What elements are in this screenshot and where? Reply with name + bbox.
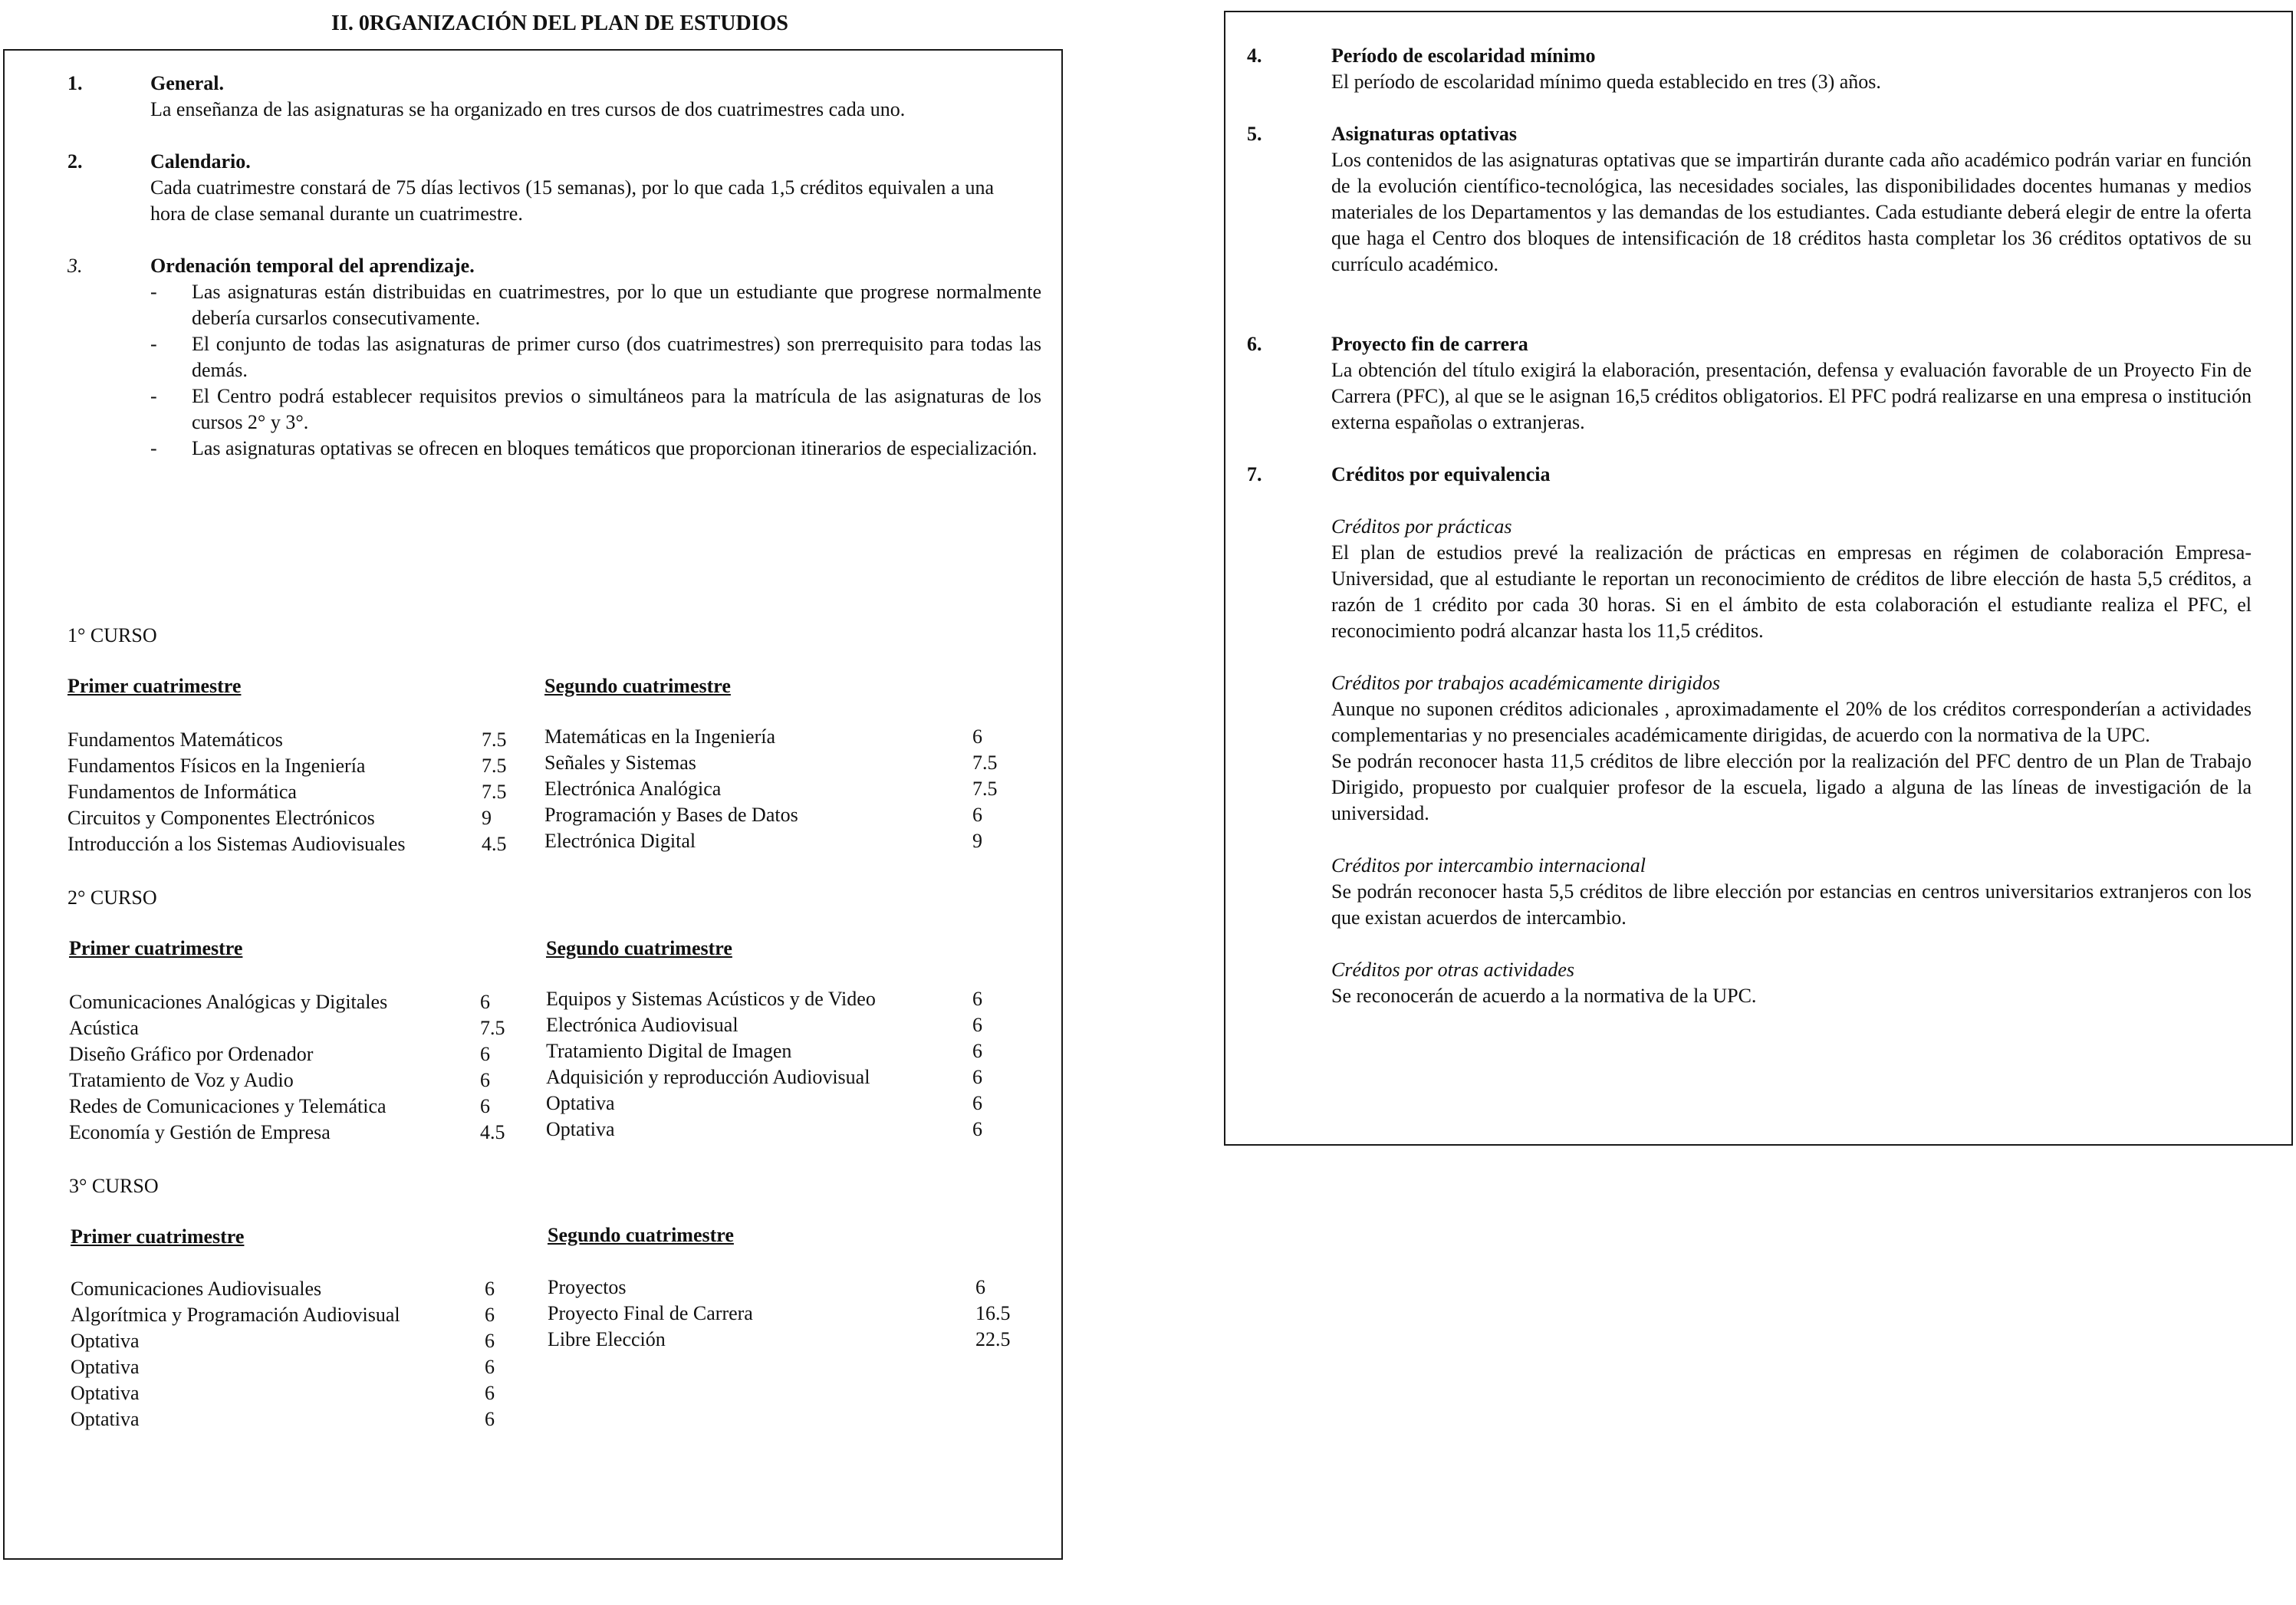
left-panel [3,49,1063,1560]
subsection-text: Se reconocerán de acuerdo a la normativa de la UPC. [1331,985,1757,1007]
list-item: Circuitos y Componentes Electrónicos 9 [67,807,492,829]
list-item: Comunicaciones Audiovisuales 6 [71,1278,495,1300]
list-item: Optativa 6 [71,1408,495,1430]
subsection-practicas [1331,514,2252,644]
section-number: 1. [67,72,83,94]
list-item: Algorítmica y Programación Audiovisual 6 [71,1304,495,1326]
list-item: Equipos y Sistemas Acústicos y de Video 6 [546,988,982,1010]
second-term-heading: Segundo cuatrimestre [544,675,731,697]
list-item: - El conjunto de todas las asignaturas de primer curso (dos cuatrimestres) son prerrequisito para todas las demás. [150,331,1041,383]
list-item: Introducción a los Sistemas Audiovisuales 4.5 [67,833,507,855]
list-item: Proyecto Final de Carrera 16.5 [548,1302,1011,1324]
list-item: Optativa 6 [71,1356,495,1378]
list-item: Fundamentos de Informática 7.5 [67,781,507,803]
section-number: 2. [67,150,83,173]
list-item: - Las asignaturas están distribuidas en cuatrimestres, por lo que un estudiante que progrese normalmente debería cursarlos consecutivamente. [150,279,1041,331]
second-term-heading: Segundo cuatrimestre [546,937,732,959]
list-item: Señales y Sistemas 7.5 [544,752,998,774]
list-item: Programación y Bases de Datos 6 [544,804,982,826]
subsection-trabajos [1331,670,2252,827]
requirements-list [150,279,1041,462]
list-item: Optativa 6 [546,1118,982,1140]
subsection-title: Créditos por prácticas [1331,515,1512,538]
course-list-second [546,986,1021,1143]
section-text: Los contenidos de las asignaturas optativas que se impartirán durante cada año académico podrán variar en función de la evolución científico-tecnológica, las necesidades sociales, las disponibilidades docentes humanas y medios materiales de los Departamentos y las demandas de los estudiantes. Cada estudiante deberá elegir de entre la oferta que haga el Centro dos bloques de intensificación de 18 créditos hasta completar los 36 créditos optativos de su currículo académico. [1331,149,2252,275]
list-item: Tratamiento Digital de Imagen 6 [546,1040,982,1062]
section-number: 5. [1247,123,1262,145]
list-item: Proyectos 6 [548,1276,985,1298]
list-item: Diseño Gráfico por Ordenador 6 [69,1043,490,1065]
section-number: 3. [67,255,83,277]
subsection-text: Aunque no suponen créditos adicionales , aproximadamente el 20% de los créditos corresponderían a actividades complementarias y no presenciales académicamente dirigidas, de acuerdo con la normativa de la UPC. [1331,698,2252,746]
course-list-first [71,1276,531,1432]
list-item: Economía y Gestión de Empresa 4.5 [69,1121,505,1143]
list-item: Optativa 6 [71,1382,495,1404]
list-item: Matemáticas en la Ingeniería 6 [544,725,982,748]
curso-label: 3° CURSO [69,1175,159,1197]
section-number: 7. [1247,463,1262,485]
list-item: Fundamentos Matemáticos 7.5 [67,728,507,751]
list-item: Adquisición y reproducción Audiovisual 6 [546,1066,982,1088]
subsection-title: Créditos por trabajos académicamente dirigidos [1331,672,1720,694]
list-item: - Las asignaturas optativas se ofrecen en bloques temáticos que proporcionan itinerarios de especialización. [150,436,1041,462]
subsection-intercambio [1331,853,2252,931]
list-item: Fundamentos Físicos en la Ingeniería 7.5 [67,755,507,777]
course-list-second [548,1274,1023,1353]
section-title: Créditos por equivalencia [1331,463,1551,485]
course-list-first [67,727,528,857]
subsection-title: Créditos por intercambio internacional [1331,854,1646,877]
list-item: - El Centro podrá establecer requisitos previos o simultáneos para la matrícula de las asignaturas de los cursos 2° y 3°. [150,383,1041,436]
curso-label: 2° CURSO [67,886,157,909]
section-title: Ordenación temporal del aprendizaje. [150,255,475,277]
list-item: Optativa 6 [546,1092,982,1114]
list-item: Electrónica Audiovisual 6 [546,1014,982,1036]
section-title: Calendario. [150,150,251,173]
section-text: Cada cuatrimestre constará de 75 días lectivos (15 semanas), por lo que cada 1,5 créditos equivalen a una hora de clase semanal durante un cuatrimestre. [150,176,994,225]
section-title: Período de escolaridad mínimo [1331,44,1596,67]
subsection-text: Se podrán reconocer hasta 11,5 créditos de libre elección por la realización del PFC dentro de un Plan de Trabajo Dirigido, propuesto por cualquier profesor de la escuela, ligado a alguna de las líneas de investigación de la universidad. [1331,750,2252,824]
subsection-title: Créditos por otras actividades [1331,959,1575,981]
page-title: II. 0RGANIZACIÓN DEL PLAN DE ESTUDIOS [331,12,788,35]
right-panel [1224,11,2293,1146]
course-list-first [69,989,529,1146]
subsection-text: Se podrán reconocer hasta 5,5 créditos de libre elección por estancias en centros universitarios extranjeros con los que existan acuerdos de intercambio. [1331,880,2252,929]
list-item: Tratamiento de Voz y Audio 6 [69,1069,490,1091]
list-item: Electrónica Analógica 7.5 [544,778,998,800]
section-text: La enseñanza de las asignaturas se ha organizado en tres cursos de dos cuatrimestres cada uno. [150,98,906,120]
section-title: Proyecto fin de carrera [1331,333,1528,355]
subsection-text: El plan de estudios prevé la realización de prácticas en empresas en régimen de colaboración Empresa-Universidad, que al estudiante le reportan un reconocimiento de créditos de libre elección de hasta 5,5 créditos, a razón de 1 crédito por cada 30 horas. Si en el ámbito de esta colaboración el estudiante realiza el PFC, el reconocimiento podrá alcanzar hasta los 11,5 créditos. [1331,541,2252,642]
section-text: El período de escolaridad mínimo queda establecido en tres (3) años. [1331,71,1881,93]
list-item: Electrónica Digital 9 [544,830,982,852]
section-title: Asignaturas optativas [1331,123,1517,145]
course-list-second [544,724,1020,854]
list-item: Libre Elección 22.5 [548,1328,1011,1350]
second-term-heading: Segundo cuatrimestre [548,1224,734,1246]
section-text: La obtención del título exigirá la elaboración, presentación, defensa y evaluación favorable de un Proyecto Fin de Carrera (PFC), al que se le asignan 16,5 créditos obligatorios. El PFC podrá realizarse en una empresa o institución externa españolas o extranjeras. [1331,359,2252,433]
curso-label: 1° CURSO [67,624,157,646]
section-number: 4. [1247,44,1262,67]
section-number: 6. [1247,333,1262,355]
list-item: Optativa 6 [71,1330,495,1352]
list-item: Redes de Comunicaciones y Telemática 6 [69,1095,490,1117]
list-item: Comunicaciones Analógicas y Digitales 6 [69,991,490,1013]
subsection-otras [1331,957,2252,1009]
first-term-heading: Primer cuatrimestre [69,937,243,959]
first-term-heading: Primer cuatrimestre [67,675,242,697]
list-item: Acústica 7.5 [69,1017,505,1039]
first-term-heading: Primer cuatrimestre [71,1225,245,1248]
section-title: General. [150,72,225,94]
